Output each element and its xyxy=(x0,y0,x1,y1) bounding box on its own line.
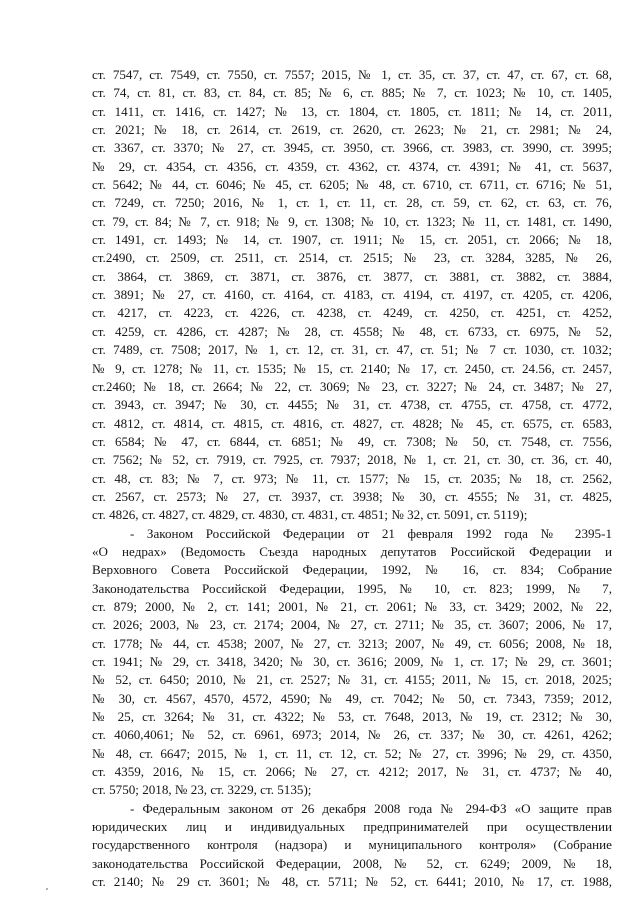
text-line: ст. 3367, ст. 3370; № 27, ст. 3945, ст. 3950, ст. 3966, ст. 3983, ст. 3990, ст. 3995; xyxy=(92,140,612,156)
text-line: ст. 7562; № 52, ст. 7919, ст. 7925, ст. 7937; 2018, № 1, ст. 21, ст. 30, ст. 36, ст. 40, xyxy=(92,452,612,468)
text-line: ст. 3943, ст. 3947; № 30, ст. 4455; № 31, ст. 4738, ст. 4755, ст. 4758, ст. 4772, xyxy=(92,397,612,413)
text-line: ст. 2140; № 29 ст. 3601; № 48, ст. 5711; № 52, ст. 6441; 2010, № 17, ст. 1988, xyxy=(92,874,612,890)
text-line: ст. 48, ст. 83; № 7, ст. 973; № 11, ст. 1577; № 15, ст. 2035; № 18, ст. 2562, xyxy=(92,470,612,486)
text-line: ст. 2021; № 18, ст. 2614, ст. 2619, ст. 2620, ст. 2623; № 21, ст. 2981; № 24, xyxy=(92,122,612,138)
text-line: № 29, ст. 4354, ст. 4356, ст. 4359, ст. 4362, ст. 4374, ст. 4391; № 41, ст. 5637, xyxy=(92,158,612,174)
text-line: ст. 3891; № 27, ст. 4160, ст. 4164, ст. 4183, ст. 4194, ст. 4197, ст. 4205, ст. 4206, xyxy=(92,287,612,303)
text-line: ст. 4826, ст. 4827, ст. 4829, ст. 4830, ст. 4831, ст. 4851; № 32, ст. 5091, ст. 5119); xyxy=(92,507,528,523)
document-body-text xyxy=(92,66,612,891)
text-line: ст. 7249, ст. 7250; 2016, № 1, ст. 1, ст. 11, ст. 28, ст. 59, ст. 62, ст. 63, ст. 76, xyxy=(92,195,612,211)
paragraph-first-line: - Федеральным законом от 26 декабря 2008 года № 294-ФЗ «О защите прав xyxy=(130,800,612,816)
text-line: законодательства Российской Федерации, 2008, № 52, ст. 6249; 2009, № 18, xyxy=(92,855,612,871)
text-line: ст. 2567, ст. 2573; № 27, ст. 3937, ст. 3938; № 30, ст. 4555; № 31, ст. 4825, xyxy=(92,488,612,504)
text-line: ст. 7547, ст. 7549, ст. 7550, ст. 7557; 2015, № 1, ст. 35, ст. 37, ст. 47, ст. 67, ст. 68, xyxy=(92,67,612,82)
text-line: ст. 74, ст. 81, ст. 83, ст. 84, ст. 85; № 6, ст. 885; № 7, ст. 1023; № 10, ст. 1405, xyxy=(92,85,612,101)
scan-speck xyxy=(46,888,48,890)
text-line: ст. 4812, ст. 4814, ст. 4815, ст. 4816, ст. 4827, ст. 4828; № 45, ст. 6575, ст. 6583, xyxy=(92,415,612,431)
text-line: ст. 7489, ст. 7508; 2017, № 1, ст. 12, ст. 31, ст. 47, ст. 51; № 7 ст. 1030, ст. 1032; xyxy=(92,342,612,358)
text-line: Верховного Совета Российской Федерации, 1992, № 16, ст. 834; Собрание xyxy=(92,562,612,578)
text-line: ст. 3864, ст. 3869, ст. 3871, ст. 3876, ст. 3877, ст. 3881, ст. 3882, ст. 3884, xyxy=(92,268,612,284)
text-line: № 9, ст. 1278; № 11, ст. 1535; № 15, ст. 2140; № 17, ст. 2450, ст. 24.56, ст. 2457, xyxy=(92,360,612,376)
text-line: юридических лиц и индивидуальных предпринимателей при осуществлении xyxy=(92,819,612,835)
text-line: ст. 4259, ст. 4286, ст. 4287; № 28, ст. 4558; № 48, ст. 6733, ст. 6975, № 52, xyxy=(92,323,612,339)
text-line: ст. 1491, ст. 1493; № 14, ст. 1907, ст. 1911; № 15, ст. 2051, ст. 2066; № 18, xyxy=(92,232,612,248)
text-line: «О недрах» (Ведомость Съезда народных депутатов Российской Федерации и xyxy=(92,543,612,559)
text-line: № 30, ст. 4567, 4570, 4572, 4590; № 49, ст. 7042; № 50, ст. 7343, 7359; 2012, xyxy=(92,690,612,706)
text-line: ст.2490, ст. 2509, ст. 2511, ст. 2514, ст. 2515; № 23, ст. 3284, 3285, № 26, xyxy=(92,250,612,266)
text-line: ст. 79, ст. 84; № 7, ст. 918; № 9, ст. 1308; № 10, ст. 1323; № 11, ст. 1481, ст. 1490, xyxy=(92,213,612,229)
text-line: ст. 1411, ст. 1416, ст. 1427; № 13, ст. 1804, ст. 1805, ст. 1811; № 14, ст. 2011, xyxy=(92,103,612,119)
text-line: № 52, ст. 6450; 2010, № 21, ст. 2527; № 31, ст. 4155; 2011, № 15, ст. 2018, 2025; xyxy=(92,672,612,688)
text-line: государственного контроля (надзора) и муниципального контроля» (Собрание xyxy=(92,837,612,853)
text-line: Законодательства Российской Федерации, 1995, № 10, ст. 823; 1999, № 7, xyxy=(92,580,612,596)
text-line: № 25, ст. 3264; № 31, ст. 4322; № 53, ст. 7648, 2013, № 19, ст. 2312; № 30, xyxy=(92,709,612,725)
text-line: ст. 879; 2000, № 2, ст. 141; 2001, № 21, ст. 2061; № 33, ст. 3429; 2002, № 22, xyxy=(92,598,612,614)
text-line: ст. 4217, ст. 4223, ст. 4226, ст. 4238, ст. 4249, ст. 4250, ст. 4251, ст. 4252, xyxy=(92,305,612,321)
text-line: ст. 2026; 2003, № 23, ст. 2174; 2004, № 27, ст. 2711; № 35, ст. 3607; 2006, № 17, xyxy=(92,617,612,633)
text-line: № 48, ст. 6647; 2015, № 1, ст. 11, ст. 12, ст. 52; № 27, ст. 3996; № 29, ст. 4350, xyxy=(92,745,612,761)
text-line: ст. 4359, 2016, № 15, ст. 2066; № 27, ст. 4212; 2017, № 31, ст. 4737; № 40, xyxy=(92,764,612,780)
text-line: ст.2460; № 18, ст. 2664; № 22, ст. 3069; № 23, ст. 3227; № 24, ст. 3487; № 27, xyxy=(92,378,612,394)
text-line: ст. 5750; 2018, № 23, ст. 3229, ст. 5135); xyxy=(92,782,312,798)
text-line: ст. 1778; № 44, ст. 4538; 2007, № 27, ст. 3213; 2007, № 49, ст. 6056; 2008, № 18, xyxy=(92,635,612,651)
text-line: ст. 1941; № 29, ст. 3418, 3420; № 30, ст. 3616; 2009, № 1, ст. 17; № 29, ст. 3601; xyxy=(92,654,612,669)
paragraph-first-line: - Законом Российской Федерации от 21 февраля 1992 года № 2395-1 xyxy=(130,525,612,541)
text-line: ст. 4060,4061; № 52, ст. 6961, 6973; 2014, № 26, ст. 337; № 30, ст. 4261, 4262; xyxy=(92,727,612,743)
text-line: ст. 5642; № 44, ст. 6046; № 45, ст. 6205; № 48, ст. 6710, ст. 6711, ст. 6716; № 51, xyxy=(92,177,612,193)
text-line: ст. 6584; № 47, ст. 6844, ст. 6851; № 49, ст. 7308; № 50, ст. 7548, ст. 7556, xyxy=(92,433,612,449)
